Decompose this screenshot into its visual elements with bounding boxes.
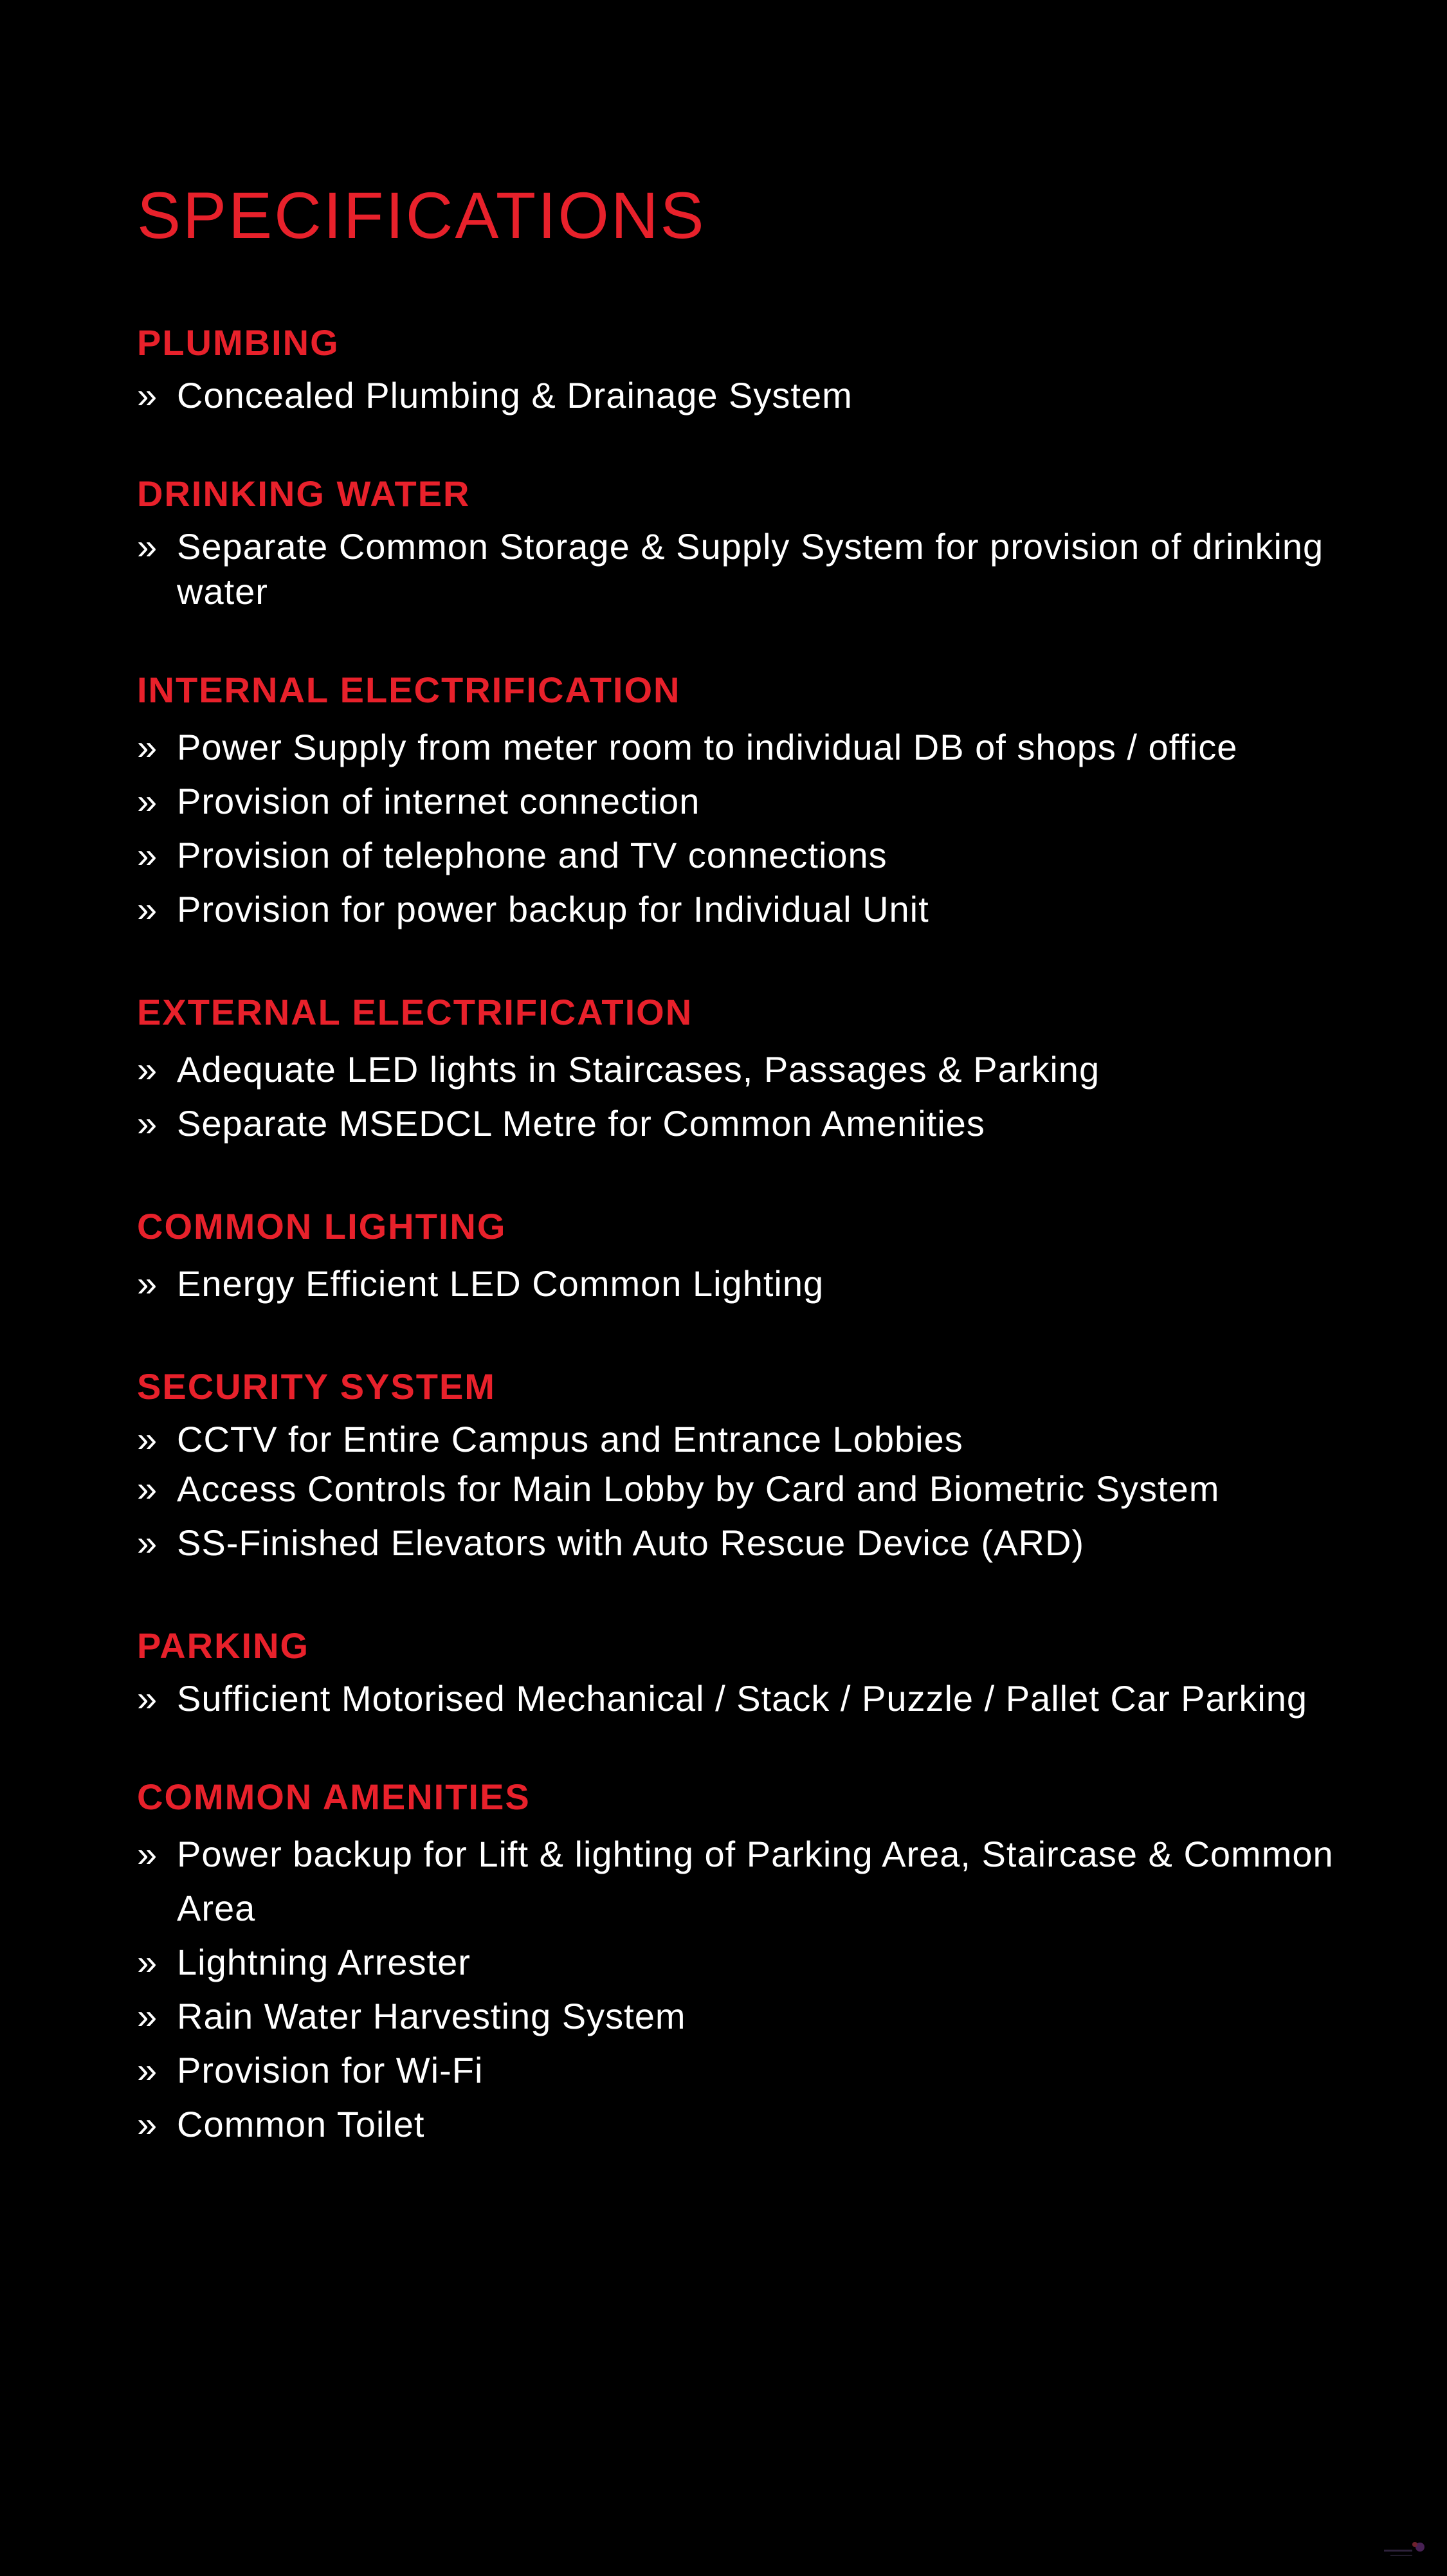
- spec-list: [137, 524, 1359, 614]
- section-heading: PLUMBING: [137, 322, 340, 363]
- spec-item: [137, 2097, 1359, 2151]
- spec-item: [137, 1462, 1359, 1516]
- spec-item-text: Sufficient Motorised Mechanical / Stack / Puzzle / Pallet Car Parking: [177, 1678, 1308, 1719]
- bullet-icon: »: [137, 526, 158, 567]
- spec-item: [137, 1989, 1359, 2043]
- spec-item-text: Provision for Wi-Fi: [177, 2050, 484, 2090]
- spec-item-text: Energy Efficient LED Common Lighting: [177, 1263, 824, 1304]
- spec-item-text: Provision for power backup for Individual Unit: [177, 889, 929, 929]
- spec-item: [137, 2043, 1359, 2097]
- spec-item-text: Power backup for Lift & lighting of Parking Area, Staircase & Common Area: [177, 1834, 1334, 1928]
- spec-list: [137, 1257, 1359, 1311]
- spec-list: [137, 1043, 1359, 1151]
- spec-list: [137, 373, 1359, 418]
- spec-item-text: Rain Water Harvesting System: [177, 1996, 686, 2036]
- section-heading: DRINKING WATER: [137, 473, 471, 514]
- bullet-icon: »: [137, 1522, 158, 1563]
- section-parking: [137, 1621, 1359, 1721]
- section-external-electrification: [137, 988, 1359, 1151]
- bullet-icon: »: [137, 1468, 158, 1509]
- spec-item-text: Separate Common Storage & Supply System for provision of drinking water: [177, 526, 1324, 612]
- section-internal-electrification: [137, 666, 1359, 936]
- section-common-lighting: [137, 1202, 1359, 1311]
- spec-item: [137, 828, 1359, 882]
- spec-item: [137, 1935, 1359, 1989]
- spec-item-text: Adequate LED lights in Staircases, Passages & Parking: [177, 1049, 1100, 1090]
- spec-item: [137, 1097, 1359, 1151]
- spec-item-text: Provision of internet connection: [177, 781, 700, 821]
- spec-item: [137, 1676, 1359, 1721]
- spec-item-text: SS-Finished Elevators with Auto Rescue Device (ARD): [177, 1522, 1085, 1563]
- bullet-icon: »: [137, 1049, 158, 1090]
- spec-item: [137, 1257, 1359, 1311]
- spec-item: [137, 524, 1359, 614]
- spec-item: [137, 1516, 1359, 1570]
- spec-item-text: CCTV for Entire Campus and Entrance Lobbies: [177, 1419, 963, 1459]
- bullet-icon: »: [137, 1263, 158, 1304]
- section-heading: COMMON LIGHTING: [137, 1206, 507, 1247]
- section-heading: PARKING: [137, 1625, 310, 1666]
- bullet-icon: »: [137, 889, 158, 929]
- bullet-icon: »: [137, 1678, 158, 1719]
- spec-item-text: Lightning Arrester: [177, 1942, 471, 1982]
- spec-item: [137, 1827, 1359, 1935]
- bullet-icon: »: [137, 2104, 158, 2144]
- spec-list: [137, 1827, 1359, 2151]
- watermark-logo-icon: [1358, 2537, 1429, 2565]
- bullet-icon: »: [137, 835, 158, 875]
- spec-item-text: Provision of telephone and TV connections: [177, 835, 887, 875]
- bullet-icon: »: [137, 727, 158, 767]
- spec-item: [137, 720, 1359, 774]
- bullet-icon: »: [137, 2050, 158, 2090]
- spec-item: [137, 373, 1359, 418]
- spec-item: [137, 1417, 1359, 1462]
- spec-list: [137, 1676, 1359, 1721]
- spec-list: [137, 720, 1359, 936]
- spec-item-text: Common Toilet: [177, 2104, 425, 2144]
- spec-item-text: Access Controls for Main Lobby by Card and Biometric System: [177, 1468, 1220, 1509]
- section-heading: SECURITY SYSTEM: [137, 1366, 496, 1407]
- bullet-icon: »: [137, 781, 158, 821]
- bullet-icon: »: [137, 1996, 158, 2036]
- spec-item: [137, 1043, 1359, 1097]
- spec-list: [137, 1417, 1359, 1570]
- page-title: SPECIFICATIONS: [137, 179, 706, 252]
- spec-item-text: Power Supply from meter room to individual DB of shops / office: [177, 727, 1238, 767]
- section-common-amenities: [137, 1773, 1359, 2151]
- spec-item: [137, 774, 1359, 828]
- spec-item-text: Separate MSEDCL Metre for Common Amenities: [177, 1103, 985, 1144]
- bullet-icon: »: [137, 1419, 158, 1459]
- section-drinking-water: [137, 470, 1359, 614]
- bullet-icon: »: [137, 375, 158, 416]
- section-heading: EXTERNAL ELECTRIFICATION: [137, 992, 693, 1032]
- watermark-logo-graphic: [1358, 2537, 1429, 2565]
- spec-item: [137, 882, 1359, 936]
- section-plumbing: [137, 318, 1359, 418]
- section-heading: INTERNAL ELECTRIFICATION: [137, 670, 681, 710]
- spec-item-text: Concealed Plumbing & Drainage System: [177, 375, 853, 416]
- section-security-system: [137, 1362, 1359, 1570]
- bullet-icon: »: [137, 1942, 158, 1982]
- section-heading: COMMON AMENITIES: [137, 1777, 531, 1817]
- specifications-page: [137, 174, 1359, 2203]
- bullet-icon: »: [137, 1103, 158, 1144]
- bullet-icon: »: [137, 1834, 158, 1874]
